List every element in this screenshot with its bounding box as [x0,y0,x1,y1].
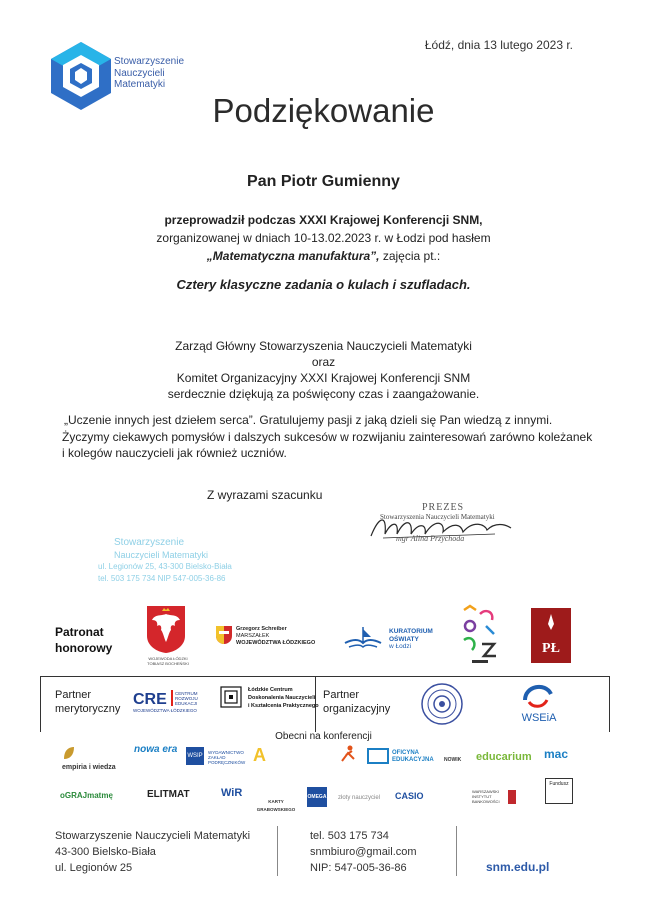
quote-paragraph: „Uczenie innych jest dziełem serca”. Gratulujemy pasji z jaką dzieli się Pan wiedzą z innymi. Życzymy ciekawych pomysłów i dalszych sukcesów w rozwijaniu zainteresowań zarówno koleżanek i kolegów nauczycieli jak również uczniów. [62,413,593,460]
sponsor-oficyna: OFICYNA EDUKACYJNA [392,750,434,763]
body-line-2: zorganizowanej w dniach 10-13.02.2023 r. w Łodzi pod hasłem [156,231,491,245]
svg-text:WOJEWÓDZTWA ŁÓDZKIEGO: WOJEWÓDZTWA ŁÓDZKIEGO [133,708,197,713]
president-name: mgr Alina Przychoda [396,534,465,543]
patronat-label: Patronat honorowy [55,625,113,655]
kuratorium-book-icon [343,625,383,649]
svg-text:ROZWOJU: ROZWOJU [175,696,198,701]
sponsor-elitmat: ELITMAT [147,789,190,800]
sponsor-ograj: oGRAJmatmę [60,791,113,800]
lodzkie-coat-of-arms-icon [215,625,233,645]
svg-text:EDUKACJI: EDUKACJI [175,701,198,706]
sponsor-zloty: złoty nauczyciel [338,795,381,801]
sponsor-casio: CASIO [395,791,424,801]
president-org: Stowarzyszenia Nauczycieli Matematyki [380,513,495,521]
ldz-text: Łódzkie Centrum Doskonalenia Nauczycieli i Kształcenia Praktycznego [248,687,319,709]
sponsor-fundusz: Fundusz [545,778,573,804]
sponsor-empiria: empiria i wiedza [62,745,122,772]
president-title: PREZES [422,502,465,513]
footer-divider-1 [277,826,278,876]
kuratorium-text: KURATORIUM OŚWIATY w Łodzi [389,628,433,650]
sponsor-wib: WARSZAWSKI INSTYTUT BANKOWOŚCI [472,789,500,804]
university-seal-icon [420,682,464,726]
wojewoda-caption: WOJEWODA ŁÓDZKI TOBIASZ BOCHEŃSKI [147,656,189,666]
polish-eagle-emblem-icon [145,604,187,654]
ldz-logo-icon [220,686,242,708]
wseia-text: WSEiA [521,712,557,724]
sponsor-wsip: WSIP [186,747,204,765]
obecni-heading: Obecni na konferencji [275,731,372,742]
body-line-1: przeprowadził podczas XXXI Krajowej Konferencji SNM, [164,213,483,227]
politechnika-lodzka-logo-icon [531,608,571,663]
svg-text:CENTRUM: CENTRUM [175,691,198,696]
footer-website-link[interactable]: snm.edu.pl [486,860,550,874]
body-line-3-rest: zajęcia pt.: [379,249,441,263]
regards: Z wyrazami szacunku [207,488,323,502]
partner-merytoryczny-label: Partner merytoryczny [55,689,121,715]
sponsor-wsip-text: WYDAWNICTWO ZAKŁAD PODRĘCZNIKÓW [208,750,246,765]
footer-contact: tel. 503 175 734 snmbiuro@gmail.com NIP: 547-005-36-86 [310,830,417,874]
sponsor-educarium: educarium [476,751,532,763]
body-line-3 [0,248,647,265]
org-name: Stowarzyszenie Nauczycieli Matematyki [114,56,185,90]
lecture-topic: Cztery klasyczne zadania o kulach i szufladach. [176,277,471,292]
conference-motto: „Matematyczna manufaktura”, [206,249,380,263]
sponsor-karty: KARTY GRABOWSKIEGO [256,799,296,812]
marszalek-text: Grzegorz Schreiber MARSZAŁEK WOJEWÓDZTWA ŁÓDZKIEGO [236,626,316,646]
date-line: Łódź, dnia 13 lutego 2023 r. [424,38,573,52]
sponsor-a: A [253,745,266,765]
footer-address: Stowarzyszenie Nauczycieli Matematyki 43-300 Bielsko-Biała ul. Legionów 25 [55,830,251,874]
cre-logo-icon [133,688,199,714]
oficyna-logo-icon [367,748,389,764]
sponsor-nowa-era: nowa era [134,744,178,755]
partner-organizacyjny-label: Partner organizacyjny [323,689,391,715]
cre-text: CRE [133,691,167,708]
org-stamp: Stowarzyszenie Nauczycieli Matematyki ul. Legionów 25, 43-300 Bielsko-Biała tel. 503 175 734 NIP 547-005-36-86 [98,537,232,583]
thanks-line-1: Zarząd Główny Stowarzyszenia Nauczycieli Matematyki [175,339,472,353]
wseia-logo-icon [515,678,563,724]
footer-divider-2 [456,826,457,876]
document-title: Podziękowanie [212,92,435,129]
sponsor-nowik: NOWIK [444,757,462,763]
wib-logo-icon [508,790,516,804]
recipient-name: Pan Piotr Gumienny [247,173,400,190]
pol-logo-text: PŁ [542,641,560,656]
sponsor-wir: WiR [221,787,243,799]
lodz-city-logo-icon [460,604,500,666]
sponsor-omega: OMEGA [307,787,327,807]
sponsor-mac: mac [544,747,569,761]
runner-icon [338,745,358,763]
thanks-line-3: Komitet Organizacyjny XXXI Krajowej Konferencji SNM [176,371,471,385]
thanks-line-2: oraz [311,355,336,369]
empiria-leaf-icon [62,745,76,761]
thanks-line-4: serdecznie dziękują za poświęcony czas i zaangażowanie. [167,387,480,401]
